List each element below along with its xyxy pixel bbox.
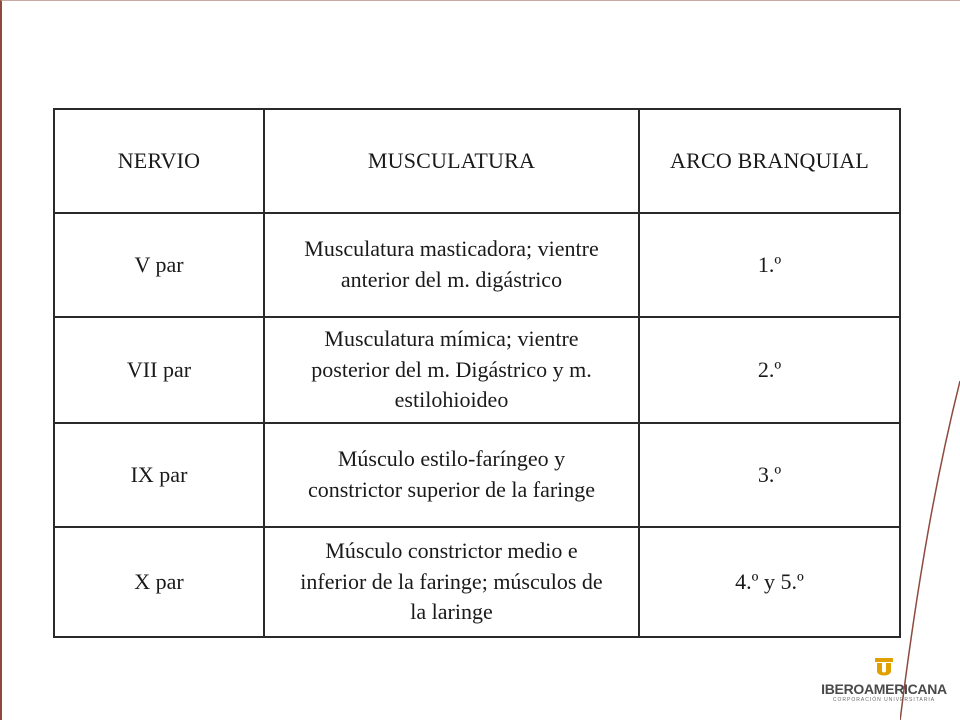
nerve-table-container [53,108,899,636]
cell-nervio: IX par [54,423,264,527]
musculatura-line: la laringe [410,599,493,625]
header-musculatura: MUSCULATURA [264,109,639,213]
cell-nervio: V par [54,213,264,317]
header-nervio: NERVIO [54,109,264,213]
logo-subtitle: CORPORACIÓN UNIVERSITARIA [832,697,936,703]
table-row [54,423,900,527]
table-header-row [54,109,900,213]
musculatura-line: Musculatura masticadora; vientre [304,236,599,262]
cell-musculatura [264,527,639,637]
cell-arco: 2.º [639,317,900,423]
musculatura-line: inferior de la faringe; músculos de [300,568,603,594]
logo [814,657,954,711]
logo-name: IBEROAMERICANA [821,681,947,697]
university-shield-icon [874,657,894,679]
table-row [54,527,900,637]
cell-arco: 1.º [639,213,900,317]
musculatura-line: Musculatura mímica; vientre [324,325,579,351]
cell-nervio: VII par [54,317,264,423]
musculatura-line: estilohioideo [394,387,509,413]
cell-nervio: X par [54,527,264,637]
cell-musculatura [264,317,639,423]
cell-musculatura [264,423,639,527]
musculatura-line: anterior del m. digástrico [340,267,563,292]
cell-musculatura [264,213,639,317]
header-arco-branquial: ARCO BRANQUIAL [639,109,900,213]
cell-arco: 4.º y 5.º [639,527,900,637]
table-row [54,213,900,317]
musculatura-line: Músculo constrictor medio e [325,537,578,563]
musculatura-line: Músculo estilo-faríngeo y [337,446,566,472]
musculatura-line: posterior del m. Digástrico y m. [311,356,592,382]
table-row [54,317,900,423]
musculatura-line: constrictor superior de la faringe [307,477,596,502]
cell-arco: 3.º [639,423,900,527]
nerve-table [53,108,901,638]
